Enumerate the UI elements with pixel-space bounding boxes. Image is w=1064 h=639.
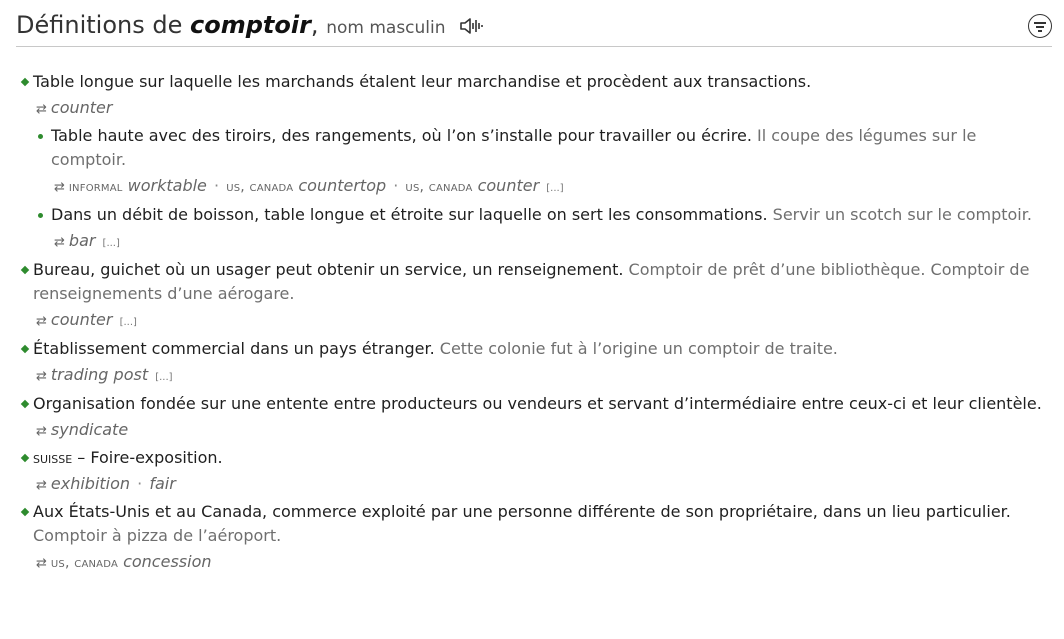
swap-arrows-icon: ⇄ xyxy=(36,478,47,493)
example-text: Comptoir de prêt d’une bibliothèque. Comptoir de renseignements d’une aérogare. xyxy=(33,260,1030,303)
separator-dot: · xyxy=(393,176,399,195)
translation-line xyxy=(20,172,1046,203)
diamond-bullet-icon xyxy=(21,345,29,353)
more-link[interactable]: [...] xyxy=(155,372,173,383)
swap-arrows-icon: ⇄ xyxy=(36,314,47,329)
translation-link[interactable]: countertop xyxy=(298,176,387,195)
part-of-speech: nom masculin xyxy=(326,18,446,38)
definition-item xyxy=(20,258,1046,306)
header xyxy=(16,10,1052,47)
swap-arrows-icon: ⇄ xyxy=(54,235,65,250)
diamond-bullet-icon xyxy=(21,400,29,408)
region-label: us, canada xyxy=(226,179,294,195)
diamond-bullet-icon xyxy=(21,78,29,86)
definition-text: Aux États-Unis et au Canada, commerce exploité par une personne différente de son propriétaire, dans un lieu particulier. xyxy=(33,502,1011,521)
translation-line xyxy=(20,416,1046,446)
example-text: Servir un scotch sur le comptoir. xyxy=(772,205,1032,224)
region-label: us, canada xyxy=(405,179,473,195)
diamond-bullet-icon xyxy=(21,266,29,274)
swap-arrows-icon: ⇄ xyxy=(54,180,65,195)
definition-item xyxy=(20,392,1046,416)
dot-bullet-icon xyxy=(38,213,43,218)
region-label: informal xyxy=(68,179,123,195)
sub-definition-item xyxy=(36,124,1046,172)
definition-text: Organisation fondée sur une entente entre producteurs ou vendeurs et servant d’intermédiaire entre ceux-ci et leur clientèle. xyxy=(33,394,1042,413)
translation-link[interactable]: counter xyxy=(50,98,113,117)
diamond-bullet-icon xyxy=(21,508,29,516)
definition-text: Bureau, guichet où un usager peut obtenir un service, un renseignement. xyxy=(33,260,624,279)
filter-icon[interactable] xyxy=(1028,14,1052,38)
translation-link[interactable]: fair xyxy=(149,474,176,493)
definition-item xyxy=(20,446,1046,470)
dot-bullet-icon xyxy=(38,134,43,139)
usage-label: suisse xyxy=(33,449,73,467)
translation-line xyxy=(20,306,1046,337)
definition-text: Table haute avec des tiroirs, des rangements, où l’on s’installe pour travailler ou écrire. xyxy=(51,126,752,145)
translation-link[interactable]: worktable xyxy=(127,176,207,195)
translation-line xyxy=(20,94,1046,124)
definition-text: – Foire-exposition. xyxy=(77,448,223,467)
more-link[interactable]: [...] xyxy=(102,238,120,249)
more-link[interactable]: [...] xyxy=(546,183,564,194)
definition-text: Dans un débit de boisson, table longue et étroite sur laquelle on sert les consommations. xyxy=(51,205,768,224)
sub-definition-item xyxy=(36,203,1046,227)
example-text: Il coupe des légumes sur le comptoir. xyxy=(51,126,977,169)
translation-line xyxy=(20,470,1046,500)
swap-arrows-icon: ⇄ xyxy=(36,102,47,117)
definition-text: Établissement commercial dans un pays étranger. xyxy=(33,339,435,358)
swap-arrows-icon: ⇄ xyxy=(36,369,47,384)
translation-link[interactable]: bar xyxy=(68,231,96,250)
translation-link[interactable]: counter xyxy=(477,176,540,195)
swap-arrows-icon: ⇄ xyxy=(36,424,47,439)
definition-item xyxy=(20,70,1046,94)
translation-link[interactable]: counter xyxy=(50,310,113,329)
definition-text: Table longue sur laquelle les marchands étalent leur marchandise et procèdent aux transactions. xyxy=(33,72,812,91)
example-text: Comptoir à pizza de l’aéroport. xyxy=(33,526,282,545)
translation-line xyxy=(20,227,1046,258)
definition-item xyxy=(20,500,1046,548)
headword: comptoir xyxy=(189,11,311,39)
speaker-icon[interactable] xyxy=(459,13,485,43)
diamond-bullet-icon xyxy=(21,454,29,462)
title-prefix: Définitions de xyxy=(16,11,190,39)
title-comma: , xyxy=(310,11,319,39)
translation-link[interactable]: exhibition xyxy=(50,474,131,493)
translation-link[interactable]: concession xyxy=(123,552,212,571)
region-label: us, canada xyxy=(50,555,118,571)
definition-item xyxy=(20,337,1046,361)
translation-link[interactable]: trading post xyxy=(50,365,149,384)
translation-line xyxy=(20,548,1046,578)
more-link[interactable]: [...] xyxy=(119,317,137,328)
definition-list xyxy=(20,70,1046,578)
translation-link[interactable]: syndicate xyxy=(50,420,129,439)
swap-arrows-icon: ⇄ xyxy=(36,556,47,571)
page-title xyxy=(16,10,485,43)
separator-dot: · xyxy=(214,176,220,195)
example-text: Cette colonie fut à l’origine un comptoir de traite. xyxy=(439,339,838,358)
separator-dot: · xyxy=(137,474,143,493)
translation-line xyxy=(20,361,1046,392)
